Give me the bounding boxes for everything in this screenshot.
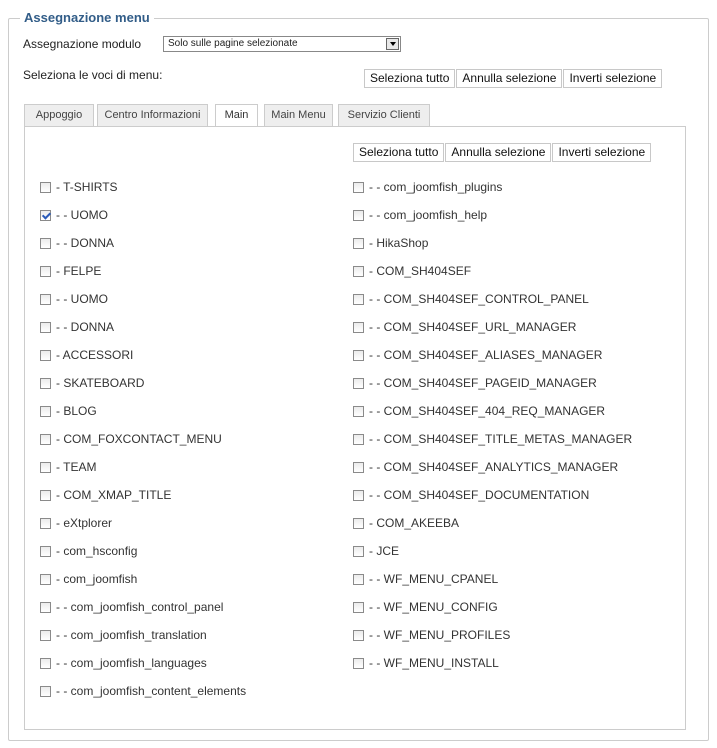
- menu-item-row[interactable]: [40, 432, 222, 446]
- menu-item-checkbox[interactable]: [353, 294, 364, 305]
- tab-appoggio[interactable]: Appoggio: [24, 104, 94, 127]
- tab-centro-informazioni[interactable]: Centro Informazioni: [97, 104, 208, 127]
- invert-selection-button[interactable]: Inverti selezione: [563, 69, 662, 88]
- menu-item-label: - - COM_SH404SEF_CONTROL_PANEL: [369, 292, 589, 306]
- menu-item-checkbox[interactable]: [353, 602, 364, 613]
- menu-item-row[interactable]: [40, 404, 97, 418]
- menu-item-row[interactable]: [353, 656, 499, 670]
- menu-item-label: - - WF_MENU_CONFIG: [369, 600, 498, 614]
- menu-item-label: - - com_joomfish_control_panel: [56, 600, 224, 614]
- menu-item-checkbox[interactable]: [40, 182, 51, 193]
- menu-item-label: - - DONNA: [56, 320, 114, 334]
- menu-item-checkbox[interactable]: [40, 658, 51, 669]
- menu-item-row[interactable]: [353, 600, 498, 614]
- menu-item-row[interactable]: [353, 180, 502, 194]
- menu-item-label: - - DONNA: [56, 236, 114, 250]
- menu-item-checkbox[interactable]: [353, 182, 364, 193]
- assignment-select[interactable]: [163, 36, 401, 52]
- chevron-down-icon[interactable]: [386, 38, 399, 50]
- menu-item-label: - - com_joomfish_languages: [56, 656, 207, 670]
- panel-button-group: [353, 143, 652, 162]
- menu-item-label: - - COM_SH404SEF_DOCUMENTATION: [369, 488, 590, 502]
- menu-item-row[interactable]: [353, 292, 589, 306]
- menu-item-label: - - UOMO: [56, 208, 108, 222]
- menu-item-row[interactable]: [353, 236, 428, 250]
- menu-item-label: - JCE: [369, 544, 399, 558]
- menu-item-checkbox[interactable]: [40, 350, 51, 361]
- menu-item-row[interactable]: [40, 488, 171, 502]
- menu-item-row[interactable]: [40, 656, 207, 670]
- menu-item-label: - COM_SH404SEF: [369, 264, 472, 278]
- menu-item-row[interactable]: [40, 208, 108, 222]
- menu-item-row[interactable]: [353, 320, 576, 334]
- menu-item-checkbox[interactable]: [353, 210, 364, 221]
- menu-item-checkbox[interactable]: [40, 602, 51, 613]
- menu-item-checkbox[interactable]: [353, 658, 364, 669]
- menu-item-checkbox[interactable]: [353, 630, 364, 641]
- menu-item-label: - - com_joomfish_translation: [56, 628, 207, 642]
- menu-item-checkbox[interactable]: [353, 406, 364, 417]
- menu-item-checkbox[interactable]: [40, 686, 51, 697]
- menu-item-label: - HikaShop: [369, 236, 429, 250]
- menu-item-row[interactable]: [40, 320, 114, 334]
- menu-item-checkbox[interactable]: [353, 378, 364, 389]
- menu-item-checkbox[interactable]: [353, 434, 364, 445]
- menu-item-row[interactable]: [353, 628, 510, 642]
- assignment-label: Assegnazione modulo: [23, 37, 142, 51]
- menu-item-checkbox[interactable]: [40, 630, 51, 641]
- panel-invert-selection-button[interactable]: Inverti selezione: [552, 143, 651, 162]
- menu-item-checkbox[interactable]: [353, 518, 364, 529]
- menu-item-checkbox[interactable]: [353, 546, 364, 557]
- menu-item-row[interactable]: [40, 348, 133, 362]
- menu-item-label: - - COM_SH404SEF_ALIASES_MANAGER: [369, 348, 603, 362]
- select-items-label: Seleziona le voci di menu:: [23, 68, 163, 82]
- menu-item-row[interactable]: [353, 572, 498, 586]
- menu-item-label: - - WF_MENU_INSTALL: [369, 656, 499, 670]
- menu-item-checkbox[interactable]: [353, 574, 364, 585]
- menu-item-checkbox[interactable]: [40, 462, 51, 473]
- menu-item-checkbox[interactable]: [40, 266, 51, 277]
- menu-item-row[interactable]: [353, 460, 618, 474]
- menu-item-checkbox[interactable]: [40, 294, 51, 305]
- tab-main-menu[interactable]: Main Menu: [264, 104, 333, 127]
- menu-item-row[interactable]: [40, 264, 101, 278]
- menu-item-checkbox[interactable]: [40, 238, 51, 249]
- menu-item-checkbox[interactable]: [40, 574, 51, 585]
- menu-item-checkbox[interactable]: [40, 378, 51, 389]
- menu-item-label: - - com_joomfish_content_elements: [56, 684, 247, 698]
- menu-item-row[interactable]: [40, 180, 118, 194]
- menu-item-row[interactable]: [353, 264, 471, 278]
- menu-item-label: - COM_AKEEBA: [369, 516, 460, 530]
- menu-item-checkbox[interactable]: [40, 322, 51, 333]
- menu-item-row[interactable]: [40, 572, 137, 586]
- menu-item-checkbox[interactable]: [40, 406, 51, 417]
- menu-item-label: - - COM_SH404SEF_404_REQ_MANAGER: [369, 404, 606, 418]
- menu-item-label: - BLOG: [56, 404, 97, 418]
- menu-item-row[interactable]: [40, 460, 96, 474]
- top-button-group: [364, 69, 663, 88]
- menu-item-checkbox[interactable]: [40, 490, 51, 501]
- menu-item-label: - TEAM: [56, 460, 97, 474]
- menu-item-row[interactable]: [40, 628, 207, 642]
- menu-item-row[interactable]: [40, 376, 144, 390]
- tab-main[interactable]: Main: [215, 104, 258, 128]
- menu-item-label: - - WF_MENU_PROFILES: [369, 628, 511, 642]
- menu-item-row[interactable]: [353, 404, 605, 418]
- tab-servizio-clienti[interactable]: Servizio Clienti: [338, 104, 430, 127]
- menu-item-row[interactable]: [40, 292, 108, 306]
- menu-item-label: - SKATEBOARD: [56, 376, 145, 390]
- section-title: Assegnazione menu: [20, 10, 154, 25]
- menu-item-row[interactable]: [353, 208, 487, 222]
- menu-item-label: - COM_FOXCONTACT_MENU: [56, 432, 222, 446]
- menu-item-label: - FELPE: [56, 264, 102, 278]
- menu-item-row[interactable]: [40, 600, 223, 614]
- menu-item-label: - com_hsconfig: [56, 544, 138, 558]
- select-all-button[interactable]: Seleziona tutto: [364, 69, 455, 88]
- menu-item-row[interactable]: [353, 544, 399, 558]
- menu-item-label: - - com_joomfish_help: [369, 208, 488, 222]
- menu-item-label: - T-SHIRTS: [56, 180, 118, 194]
- menu-item-label: - ACCESSORI: [56, 348, 134, 362]
- menu-item-checkbox[interactable]: [353, 322, 364, 333]
- menu-item-checkbox[interactable]: [40, 518, 51, 529]
- menu-item-row[interactable]: [40, 516, 112, 530]
- menu-item-checkbox[interactable]: [353, 266, 364, 277]
- deselect-button[interactable]: Annulla selezione: [456, 69, 562, 88]
- menu-item-row[interactable]: [353, 516, 459, 530]
- menu-item-label: - - COM_SH404SEF_TITLE_METAS_MANAGER: [369, 432, 633, 446]
- menu-item-row[interactable]: [40, 236, 114, 250]
- menu-item-row[interactable]: [353, 432, 632, 446]
- menu-item-checkbox[interactable]: [353, 462, 364, 473]
- menu-item-label: - - COM_SH404SEF_URL_MANAGER: [369, 320, 577, 334]
- menu-item-checkbox[interactable]: [353, 350, 364, 361]
- assignment-select-value: Solo sulle pagine selezionate: [168, 38, 298, 49]
- menu-item-row[interactable]: [353, 376, 597, 390]
- menu-item-label: - com_joomfish: [56, 572, 138, 586]
- menu-item-label: - - WF_MENU_CPANEL: [369, 572, 499, 586]
- menu-item-checkbox[interactable]: [40, 434, 51, 445]
- panel-deselect-button[interactable]: Annulla selezione: [445, 143, 551, 162]
- menu-item-checkbox[interactable]: [40, 210, 51, 221]
- menu-item-checkbox[interactable]: [40, 546, 51, 557]
- panel-select-all-button[interactable]: Seleziona tutto: [353, 143, 444, 162]
- menu-item-label: - - COM_SH404SEF_ANALYTICS_MANAGER: [369, 460, 619, 474]
- menu-item-label: - - UOMO: [56, 292, 108, 306]
- menu-item-label: - - COM_SH404SEF_PAGEID_MANAGER: [369, 376, 597, 390]
- menu-item-label: - - com_joomfish_plugins: [369, 180, 503, 194]
- menu-item-checkbox[interactable]: [353, 238, 364, 249]
- menu-item-label: - eXtplorer: [56, 516, 113, 530]
- menu-item-label: - COM_XMAP_TITLE: [56, 488, 172, 502]
- menu-item-row[interactable]: [40, 544, 137, 558]
- menu-item-row[interactable]: [353, 348, 602, 362]
- menu-item-row[interactable]: [40, 684, 246, 698]
- menu-item-checkbox[interactable]: [353, 490, 364, 501]
- menu-item-row[interactable]: [353, 488, 589, 502]
